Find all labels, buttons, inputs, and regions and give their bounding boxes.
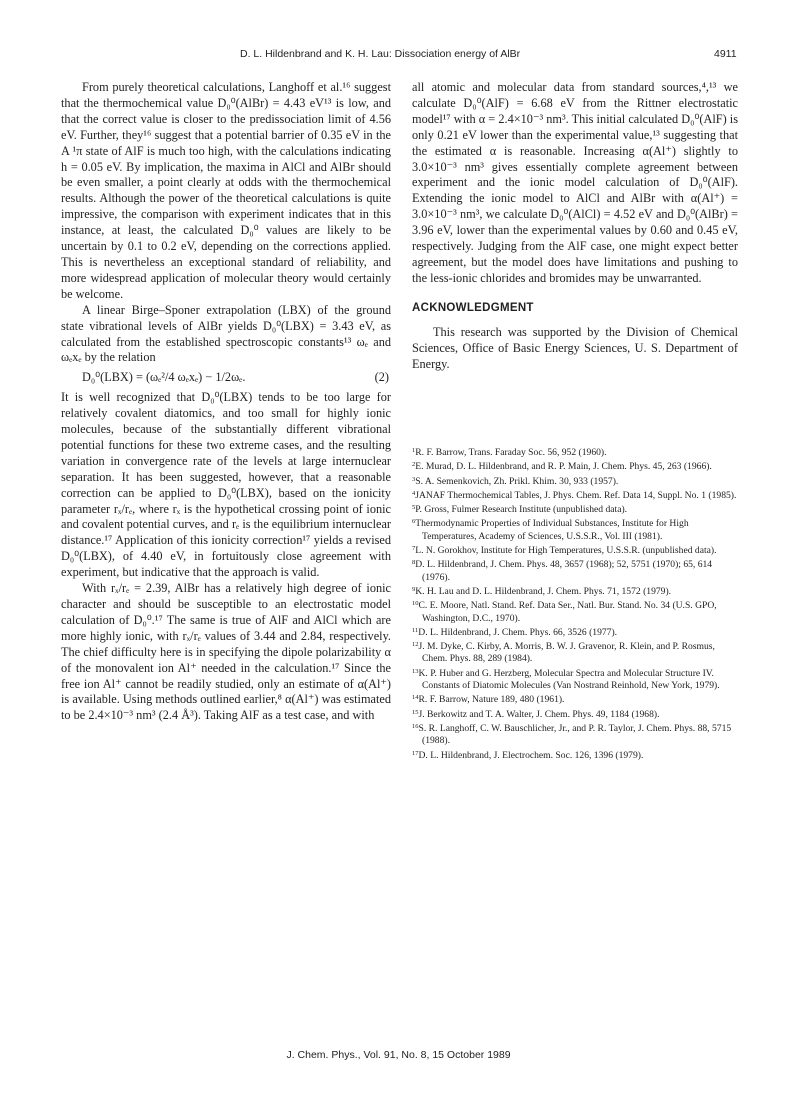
paragraph-electrostatic: With rₓ/rₑ = 2.39, AlBr has a relatively high degree of ionic character and should be susceptible to an electrostatic model calculation of D₀⁰.¹⁷ The same is true of AlF and AlCl which are more highly ionic, with rₓ/rₑ values of 3.44 and 2.84, respectively. The chief difficulty here is in specifying the dipole polarizability α of the monovalent ion Al⁺ needed in the calculation.¹⁷ Since the free ion Al⁺ cannot be readily studied, only an estimate of α(Al⁺) is available. Using methods outlined earlier,⁸ α(Al⁺) was estimated to be 2.4×10⁻³ nm³ (2.4 Å³). Taking AlF as a test case, and with xyxy=(61,581,391,723)
reference-item: $^{10}$C. E. Moore, Natl. Stand. Ref. Data Ser., Natl. Bur. Stand. No. 34 (U.S. GPO, Washington, D.C., 1970). xyxy=(412,600,717,624)
paragraph-rittner: all atomic and molecular data from standard sources,⁴,¹³ we calculate D₀⁰(AlF) = 6.68 eV from the Rittner electrostatic model¹⁷ with α = 2.4×10⁻³ nm³. This initial calculated D₀⁰(AlF) is only 0.21 eV lower than the experimental value,¹³ suggesting that the estimated α is reasonable. Increasing α(Al⁺) slightly to 3.0×10⁻³ nm³ gives essentially complete agreement between experiment and the ionic model calculation of D₀⁰(AlF). Extending the ionic model to AlCl and AlBr with α(Al⁺) = 3.0×10⁻³ nm³, we calculate D₀⁰(AlCl) = 4.52 eV and D₀⁰(AlBr) = 3.96 eV, lower than the experimental values by 0.60 and 0.45 eV, respectively. Judging from the AlF case, one might expect better agreement, but the model does have limitations and pushing to the less-ionic chlorides and bromides may be unwarranted. xyxy=(412,80,738,285)
acknowledgment-text: This research was supported by the Division of Chemical Sciences, Office of Basic Energy Sciences, U. S. Department of Energy. xyxy=(412,324,738,371)
running-title: D. L. Hildenbrand and K. H. Lau: Dissociation energy of AlBr xyxy=(240,48,521,60)
reference-item: $^2$E. Murad, D. L. Hildenbrand, and R. P. Main, J. Chem. Phys. 45, 263 (1966). xyxy=(412,461,712,473)
right-column xyxy=(412,80,738,372)
reference-list xyxy=(412,445,740,762)
reference-item: $^{13}$K. P. Huber and G. Herzberg, Molecular Spectra and Molecular Structure IV. Constants of Diatomic Molecules (Van Nostrand Reinhold, New York, 1979). xyxy=(412,667,720,692)
running-header xyxy=(0,48,797,64)
reference-item: $^{11}$D. L. Hildenbrand, J. Chem. Phys. 66, 3526 (1977). xyxy=(412,626,618,638)
reference-item: $^7$L. N. Gorokhov, Institute for High Temperatures, U.S.S.R. (unpublished data). xyxy=(412,545,717,557)
paragraph-lbx: A linear Birge–Sponer extrapolation (LBX) of the ground state vibrational levels of AlBr yields D₀⁰(LBX) = 3.43 eV, as calculated from the established spectroscopic constants¹³ ωₑ and ωₑxₑ by the relation xyxy=(61,302,391,365)
reference-item: $^8$D. L. Hildenbrand, J. Chem. Phys. 48, 3657 (1968); 52, 5751 (1970); 65, 614 (1976). xyxy=(412,559,713,583)
equation-body: D₀⁰(LBX) = (ωₑ²/4 ωₑxₑ) − 1/2ωₑ. xyxy=(82,370,246,385)
reference-item: $^{12}$J. M. Dyke, C. Kirby, A. Morris, B. W. J. Gravenor, R. Klein, and P. Rosmus, Chem. Phys. 88, 289 (1984). xyxy=(412,641,715,665)
reference-item: $^{16}$S. R. Langhoff, C. W. Bauschlicher, Jr., and P. R. Taylor, J. Chem. Phys. 88, 5715 (1988). xyxy=(412,722,732,747)
equation-number: (2) xyxy=(374,370,389,385)
reference-item: $^9$K. H. Lau and D. L. Hildenbrand, J. Chem. Phys. 71, 1572 (1979). xyxy=(412,585,672,597)
reference-item: $^{17}$D. L. Hildenbrand, J. Electrochem. Soc. 126, 1396 (1979). xyxy=(412,749,644,761)
reference-item: $^6$Thermodynamic Properties of Individual Substances, Institute for High Temperatures, Academy of Sciences, U.S.S.R., Vol. III (1981). xyxy=(412,518,689,542)
left-column xyxy=(61,80,391,724)
paragraph-ionicity: It is well recognized that D₀⁰(LBX) tends to be too large for relatively covalent diatomics, and too small for highly ionic molecules, because of the substantially different vibrational potential functions for these two extreme cases, and the resulting variation in convergence rate of the levels at large internuclear separation. It has been suggested, however, that a reasonable correction can be applied to D₀⁰(LBX), based on the ionicity parameter rₓ/rₑ, where rₓ is the hypothetical crossing point of ionic and covalent potential curves, and rₑ is the equilibrium internuclear distance.¹⁷ Application of this ionicity correction¹⁷ yields a revised D₀⁰(LBX), of 4.40 eV, in fortuitously close agreement with experiment, but indicative that the approach is valid. xyxy=(61,390,391,580)
equation-2 xyxy=(82,370,391,386)
paragraph-theoretical: From purely theoretical calculations, Langhoff et al.¹⁶ suggest that the thermochemical value D₀⁰(AlBr) = 4.43 eV¹³ is low, and that the correct value is closer to the predissociation limit of 4.56 eV. Further, they¹⁶ suggest that a potential barrier of 0.35 eV in the A ¹π state of AlF is much too high, with the calculations indicating h = 0.05 eV. By implication, the maxima in AlCl and AlBr should be even smaller, a point clearly at odds with the thermochemical results. Although the power of the theoretical calculations is quite impressive, the comparison with experiment indicates that in this instance, at least, the calculated D₀⁰ values are likely to be uncertain by 0.1 to 0.2 eV, depending on the corrections applied. This is nevertheless an exceptional standard of reliability, and more widespread application of molecular theory would certainly be welcome. xyxy=(61,80,391,301)
reference-item: $^3$S. A. Semenkovich, Zh. Prikl. Khim. 30, 933 (1957). xyxy=(412,475,619,487)
reference-item: $^{14}$R. F. Barrow, Nature 189, 480 (1961). xyxy=(412,694,565,706)
reference-item: $^5$P. Gross, Fulmer Research Institute (unpublished data). xyxy=(412,504,628,516)
reference-item: $^{15}$J. Berkowitz and T. A. Walter, J. Chem. Phys. 49, 1184 (1968). xyxy=(412,708,660,720)
journal-footer: J. Chem. Phys., Vol. 91, No. 8, 15 October 1989 xyxy=(286,1049,511,1061)
page-number: 4911 xyxy=(714,48,737,60)
reference-item: $^1$R. F. Barrow, Trans. Faraday Soc. 56, 952 (1960). xyxy=(412,447,607,458)
reference-item: $^4$JANAF Thermochemical Tables, J. Phys. Chem. Ref. Data 14, Suppl. No. 1 (1985). xyxy=(412,489,737,501)
acknowledgment-heading: ACKNOWLEDGMENT xyxy=(412,301,534,314)
